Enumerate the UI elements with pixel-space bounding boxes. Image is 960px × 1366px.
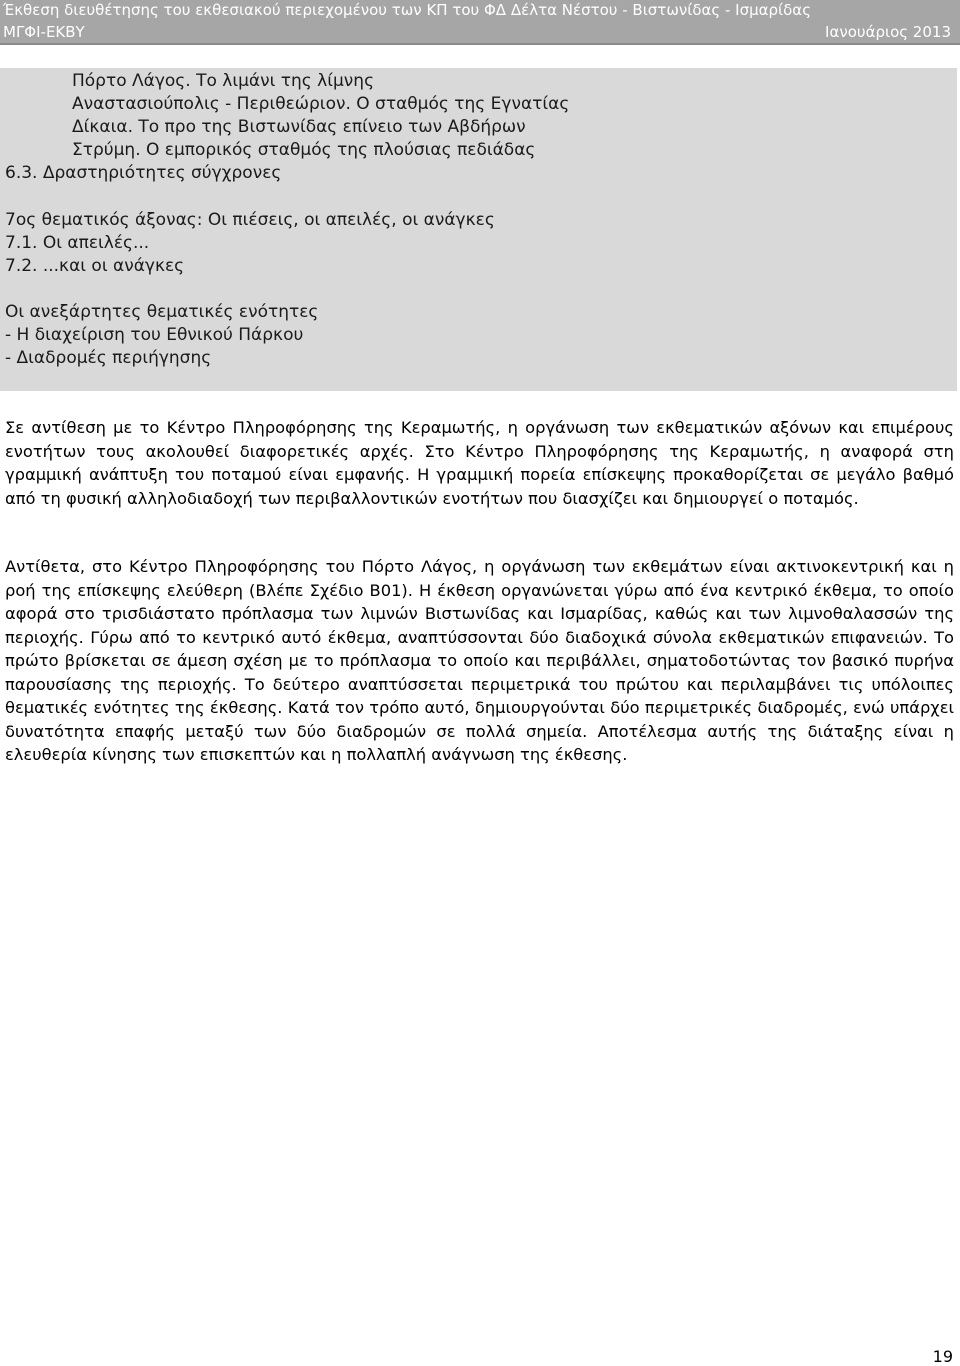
toc-line: Οι ανεξάρτητες θεματικές ενότητες xyxy=(5,302,319,322)
toc-line: Πόρτο Λάγος. Το λιμάνι της λίμνης xyxy=(72,71,375,91)
toc-line: 6.3. Δραστηριότητες σύγχρονες xyxy=(5,163,282,183)
page-number: 19 xyxy=(932,1347,953,1366)
document-date: Ιανουάριος 2013 xyxy=(825,23,951,41)
toc-line: 7.2. ...και οι ανάγκες xyxy=(5,256,185,276)
toc-line: 7.1. Οι απειλές... xyxy=(5,233,150,253)
toc-line: - Η διαχείριση του Εθνικού Πάρκου xyxy=(5,325,304,345)
body-paragraph: Σε αντίθεση με το Κέντρο Πληροφόρησης της Κεραμωτής, η οργάνωση των εκθεματικών αξόνων και επιμέρους ενοτήτων τους ακολουθεί διαφορετικές αρχές. Στο Κέντρο Πληροφόρησης της Κεραμωτής, η αναφορά στη γραμμική ανάπτυξη του ποταμού είναι εμφανής. Η γραμμική πορεία επίσκεψης προκαθορίζεται σε μεγάλο βαθμό από τη φυσική αλληλοδιαδοχή των περιβαλλοντικών ενοτήτων που διασχίζει και δημιουργεί ο ποταμός. xyxy=(5,418,954,508)
toc-line: Δίκαια. Το προ της Βιστωνίδας επίνειο των Αβδήρων xyxy=(72,117,526,137)
toc-line: Στρύμη. Ο εμπορικός σταθμός της πλούσιας πεδιάδας xyxy=(72,140,536,160)
toc-line: - Διαδρομές περιήγησης xyxy=(5,348,212,368)
document-title: Έκθεση διευθέτησης του εκθεσιακού περιεχομένου των ΚΠ του ΦΔ Δέλτα Νέστου - Βιστωνίδας - Ισμαρίδας xyxy=(3,1,811,19)
toc-line: Αναστασιούπολις - Περιθεώριον. Ο σταθμός της Εγνατίας xyxy=(72,94,570,114)
body-paragraph: Αντίθετα, στο Κέντρο Πληροφόρησης του Πόρτο Λάγος, η οργάνωση των εκθεμάτων είναι ακτινοκεντρική και η ροή της επίσκεψης ελεύθερη (Βλέπε Σχέδιο Β01). Η έκθεση οργανώνεται γύρω από ένα κεντρικό έκθεμα, το οποίο αφορά στο τρισδιάστατο πρόπλασμα των λιμνών Βιστωνίδας και Ισμαρίδας, καθώς και των λιμνοθαλασσών της περιοχής. Γύρω από το κεντρικό αυτό έκθεμα, αναπτύσσονται δύο διαδοχικά σύνολα εκθεματικών επιφανειών. Το πρώτο βρίσκεται σε άμεση σχέση με το πρόπλασμα το οποίο και περιβάλλει, σηματοδοτώντας τον βασικό πυρήνα παρουσίασης της περιοχής. Το δεύτερο αναπτύσσεται περιμετρικά του πρώτου και περιλαμβάνει τις υπόλοιπες θεματικές ενότητες της έκθεσης. Κατά τον τρόπο αυτό, δημιουργούνται δύο περιμετρικές διαδρομές, ενώ υπάρχει δυνατότητα επαφής μεταξύ των δύο διαδρομών σε πολλά σημεία. Αποτέλεσμα αυτής της διάταξης είναι η ελευθερία κίνησης των επισκεπτών και η πολλαπλή ανάγνωση της έκθεσης. xyxy=(5,557,954,764)
contents-box xyxy=(0,68,957,391)
organization-name: ΜΓΦΙ-ΕΚΒΥ xyxy=(3,23,85,41)
page-header xyxy=(0,0,960,45)
toc-line: 7ος θεματικός άξονας: Οι πιέσεις, οι απειλές, οι ανάγκες xyxy=(5,210,495,230)
